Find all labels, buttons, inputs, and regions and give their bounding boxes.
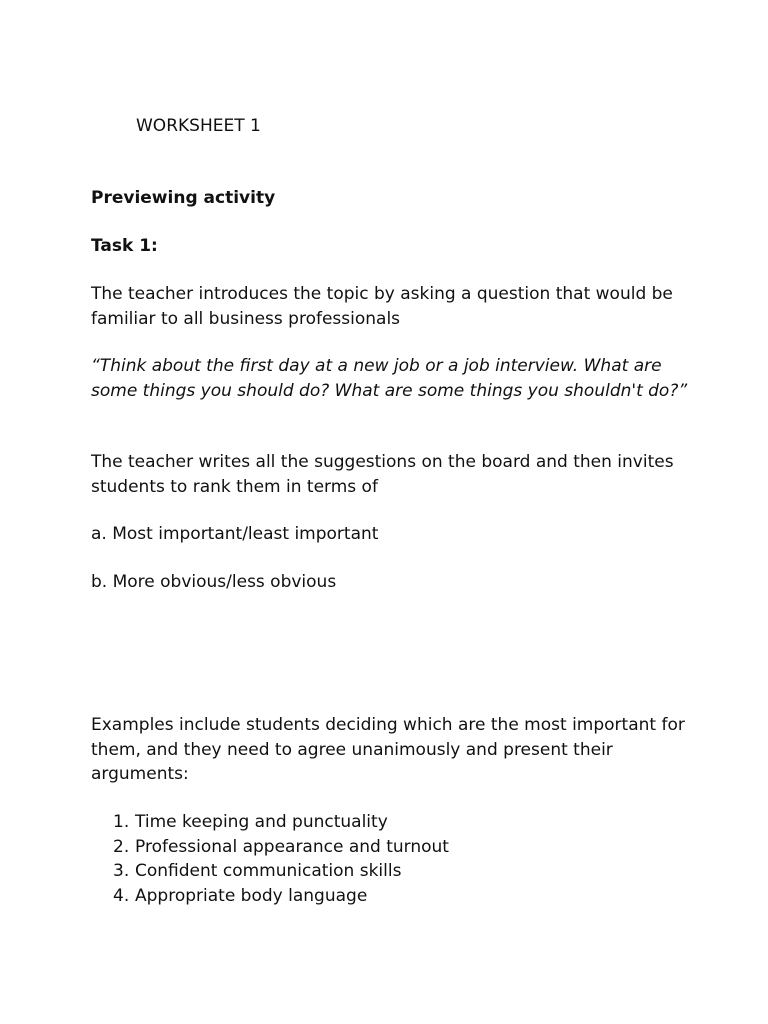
suggestions-paragraph: The teacher writes all the suggestions on the board and then invites students to rank them in terms of [91,452,674,497]
examples-paragraph: Examples include students deciding which are the most important for them, and they need to agree unanimously and present their arguments: [91,715,685,784]
list-item [91,884,449,909]
option-a: a. Most important/least important [91,524,379,544]
quote-paragraph: “Think about the first day at a new job or a job interview. What are some things you should do? What are some things you shouldn't do?” [91,356,688,401]
examples-list [91,810,449,908]
list-item-text: Time keeping and punctuality [135,812,388,832]
list-item-number: 3. [113,861,130,881]
list-item [91,810,449,835]
worksheet-title: WORKSHEET 1 [136,116,261,136]
section-heading: Previewing activity [91,188,276,208]
list-item-number: 4. [113,885,130,906]
list-item-text: Appropriate body language [135,885,368,906]
list-item [91,835,449,860]
list-item-number: 1. [113,812,130,832]
list-item [91,859,449,884]
option-b: b. More obvious/less obvious [91,572,337,592]
list-item-text: Professional appearance and turnout [135,836,449,857]
intro-paragraph: The teacher introduces the topic by asking a question that would be familiar to all business professionals [91,284,673,329]
list-item-text: Confident communication skills [135,861,402,881]
task-heading: Task 1: [91,236,158,256]
list-item-number: 2. [113,836,130,857]
